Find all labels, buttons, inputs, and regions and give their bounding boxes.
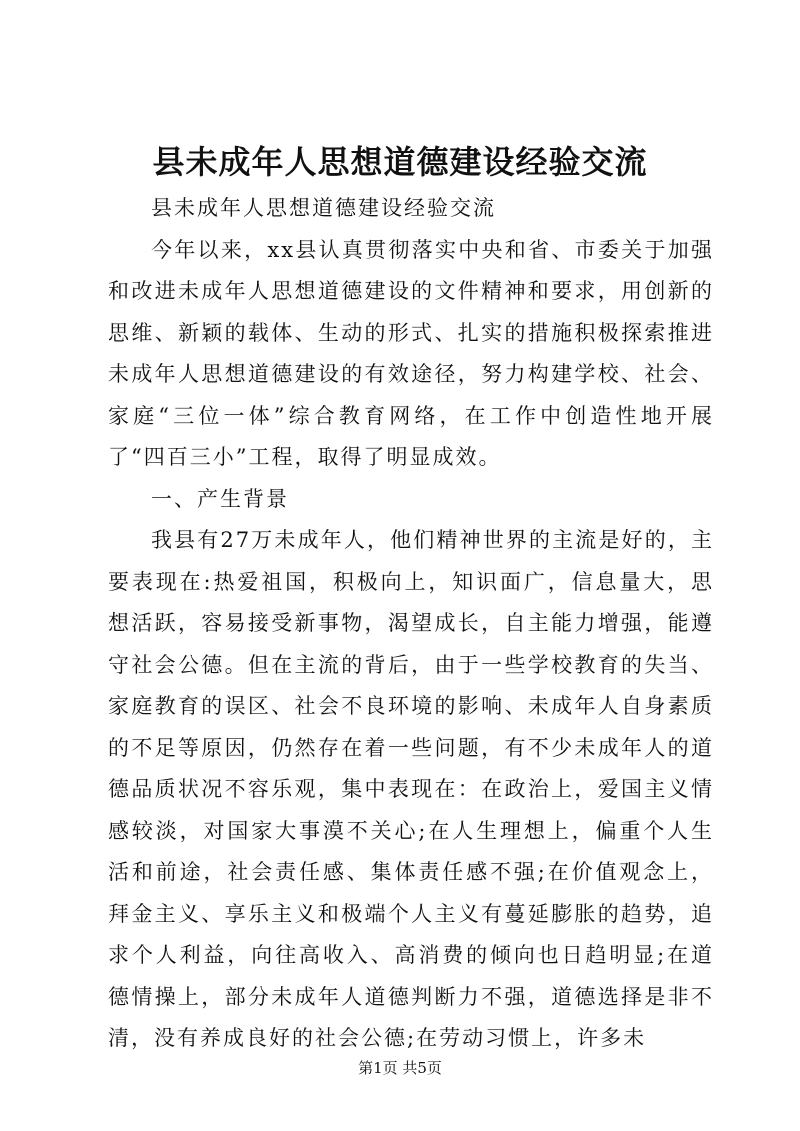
document-body xyxy=(108,188,714,1060)
page-number-footer: 第1页 共5页 xyxy=(358,1059,442,1077)
document-title: 县未成年人思想道德建设经验交流 xyxy=(152,143,648,181)
intro-paragraph: 今年以来，xx县认真贯彻落实中央和省、市委关于加强和改进未成年人思想道德建设的文件精神和要求，用创新的思维、新颖的载体、生动的形式、扎实的措施积极探索推进未成年人思想道德建设的有效途径，努力构建学校、社会、家庭“三位一体”综合教育网络，在工作中创造性地开展了“四百三小”工程，取得了明显成效。 xyxy=(108,237,714,469)
subtitle-paragraph: 县未成年人思想道德建设经验交流 xyxy=(151,196,496,220)
section-heading: 一、产生背景 xyxy=(151,486,289,511)
background-paragraph: 我县有27万未成年人，他们精神世界的主流是好的，主要表现在:热爱祖国，积极向上，知识面广，信息量大，思想活跃，容易接受新事物，渴望成长，自主能力增强，能遵守社会公德。但在主流的背后，由于一些学校教育的失当、家庭教育的误区、社会不良环境的影响、未成年人自身素质的不足等原因，仍然存在着一些问题，有不少未成年人的道德品质状况不容乐观，集中表现在：在政治上，爱国主义情感较淡，对国家大事漠不关心;在人生理想上，偏重个人生活和前途，社会责任感、集体责任感不强;在价值观念上，拜金主义、享乐主义和极端个人主义有蔓延膨胀的趋势，追求个人利益，向往高收入、高消费的倾向也日趋明显;在道德情操上，部分未成年人道德判断力不强，道德选择是非不清，没有养成良好的社会公德;在劳动习惯上，许多未 xyxy=(108,528,714,1050)
